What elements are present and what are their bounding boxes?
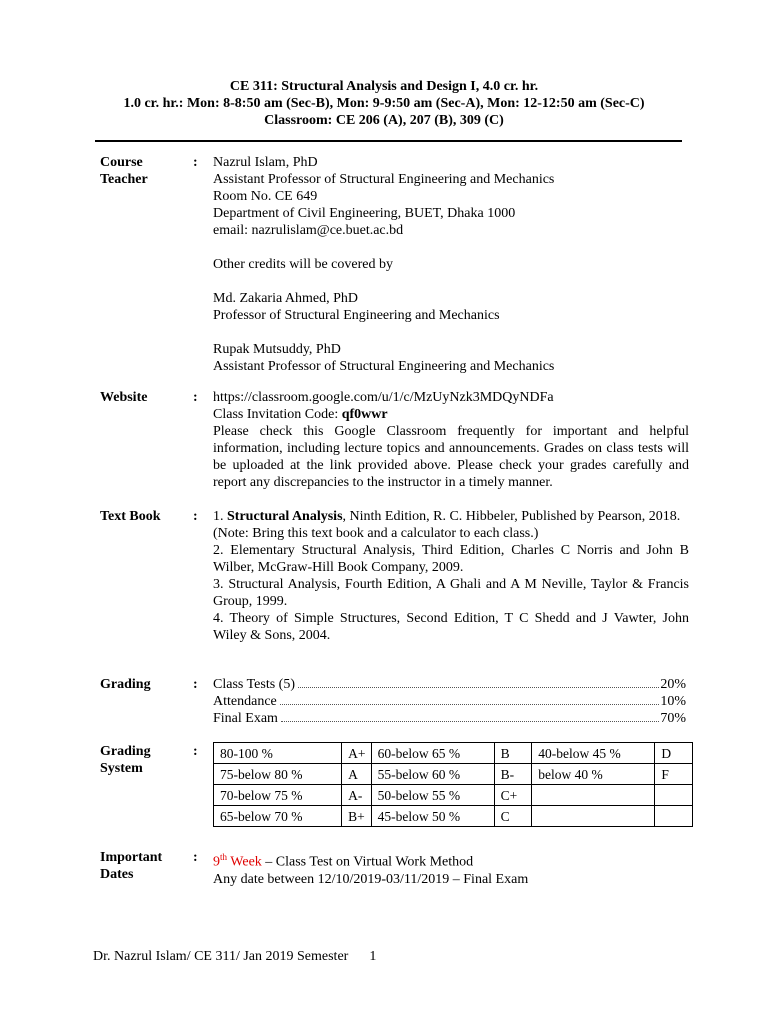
colon: : [193,155,198,170]
week-number: 9 [213,854,220,870]
other-credits-text: Other credits will be covered by [213,257,393,272]
book-1-note: (Note: Bring this text book and a calculator to each class.) [213,526,539,541]
invitation-code: Class Invitation Code: qf0wwr [213,407,388,422]
table-row [214,806,693,827]
grade-range: 45-below 50 % [371,806,494,827]
table-row [214,785,693,806]
grade-range: 40-below 45 % [532,743,655,764]
website-note: Please check this Google Classroom frequently for important and helpful information, including lecture topics and announcements. Grades on class tests will be uploaded at the link provided above. Please check your grades carefully and report any discrepancies to the instructor in a timely manner. [213,424,689,490]
colon: : [193,744,198,759]
text-book-label: Text Book [100,509,161,524]
book-2: 2. Elementary Structural Analysis, Third Edition, Charles C Norris and John B Wilber, McGraw-Hill Book Company, 2009. [213,543,689,575]
table-row [214,764,693,785]
teacher-name: Nazrul Islam, PhD [213,155,318,170]
book-3: 3. Structural Analysis, Fourth Edition, A Ghali and A M Neville, Taylor & Francis Group, 1999. [213,577,689,609]
text-book-content [213,508,689,644]
grade-letter: C+ [494,785,532,806]
classroom-line: Classroom: CE 206 (A), 207 (B), 309 (C) [264,113,504,128]
grading-label: Grading [100,677,151,692]
grade-range: 60-below 65 % [371,743,494,764]
book-4: 4. Theory of Simple Structures, Second Edition, T C Shedd and J Vawter, John Wiley & Sons, 2004. [213,611,689,643]
page-footer [93,948,376,965]
website-url[interactable]: https://classroom.google.com/u/1/c/MzUyNzk3MDQyNDFa [213,390,554,405]
teacher-room: Room No. CE 649 [213,189,318,204]
invitation-code-value: qf0wwr [341,407,388,422]
grade-range: below 40 % [532,764,655,785]
grade-range [532,806,655,827]
teacher-department: Department of Civil Engineering, BUET, Dhaka 1000 [213,206,516,221]
colon: : [193,850,198,865]
grading-item-class-tests: Class Tests (5) 20% [213,677,686,692]
grade-range: 50-below 55 % [371,785,494,806]
colon: : [193,390,198,405]
grade-letter: C [494,806,532,827]
teacher-email: email: nazrulislam@ce.buet.ac.bd [213,223,404,238]
header-rule [95,140,682,142]
grading-system-table [213,742,693,827]
grading-item-attendance: Attendance 10% [213,694,686,709]
grade-letter [655,785,693,806]
week-word: Week [227,854,262,870]
important-dates-label: Important Dates [100,850,163,882]
schedule-line: 1.0 cr. hr.: Mon: 8-8:50 am (Sec-B), Mon: 9-9:50 am (Sec-A), Mon: 12-12:50 am (Sec-C) [123,96,645,111]
important-date-final-exam: Any date between 12/10/2019-03/11/2019 – Final Exam [213,871,529,887]
teacher3-title: Assistant Professor of Structural Engineering and Mechanics [213,359,555,374]
course-title: CE 311: Structural Analysis and Design I, 4.0 cr. hr. [229,79,539,94]
grade-range: 65-below 70 % [214,806,342,827]
grading-content [213,676,689,727]
grade-letter: B+ [342,806,371,827]
grade-range: 75-below 80 % [214,764,342,785]
website-content [213,389,689,491]
course-teacher-content [213,154,689,375]
page-number: 1 [369,949,377,964]
teacher-title: Assistant Professor of Structural Engineering and Mechanics [213,172,555,187]
important-dates-content [213,849,689,888]
grade-letter [655,806,693,827]
grade-letter: B [494,743,532,764]
important-date-class-test: 9th Week – Class Test on Virtual Work Method [213,852,474,870]
colon: : [193,677,198,692]
grade-range [532,785,655,806]
website-label: Website [100,390,148,405]
footer-text: Dr. Nazrul Islam/ CE 311/ Jan 2019 Semester [93,949,349,964]
grade-letter: A [342,764,371,785]
document-header [0,78,768,129]
grading-item-final-exam: Final Exam 70% [213,711,686,726]
teacher2-title: Professor of Structural Engineering and Mechanics [213,308,500,323]
book-1: 1. Structural Analysis, Ninth Edition, R. C. Hibbeler, Published by Pearson, 2018. [213,509,681,524]
grade-letter: B- [494,764,532,785]
teacher3-name: Rupak Mutsuddy, PhD [213,342,341,357]
grade-range: 55-below 60 % [371,764,494,785]
grade-range: 80-100 % [214,743,342,764]
teacher2-name: Md. Zakaria Ahmed, PhD [213,291,359,306]
grading-system-label: Grading System [100,744,151,776]
grade-letter: F [655,764,693,785]
grade-letter: D [655,743,693,764]
grade-letter: A+ [342,743,371,764]
book-1-title: Structural Analysis [227,509,343,524]
grade-letter: A- [342,785,371,806]
course-teacher-label: Course Teacher [100,155,148,187]
grade-range: 70-below 75 % [214,785,342,806]
colon: : [193,509,198,524]
table-row [214,743,693,764]
